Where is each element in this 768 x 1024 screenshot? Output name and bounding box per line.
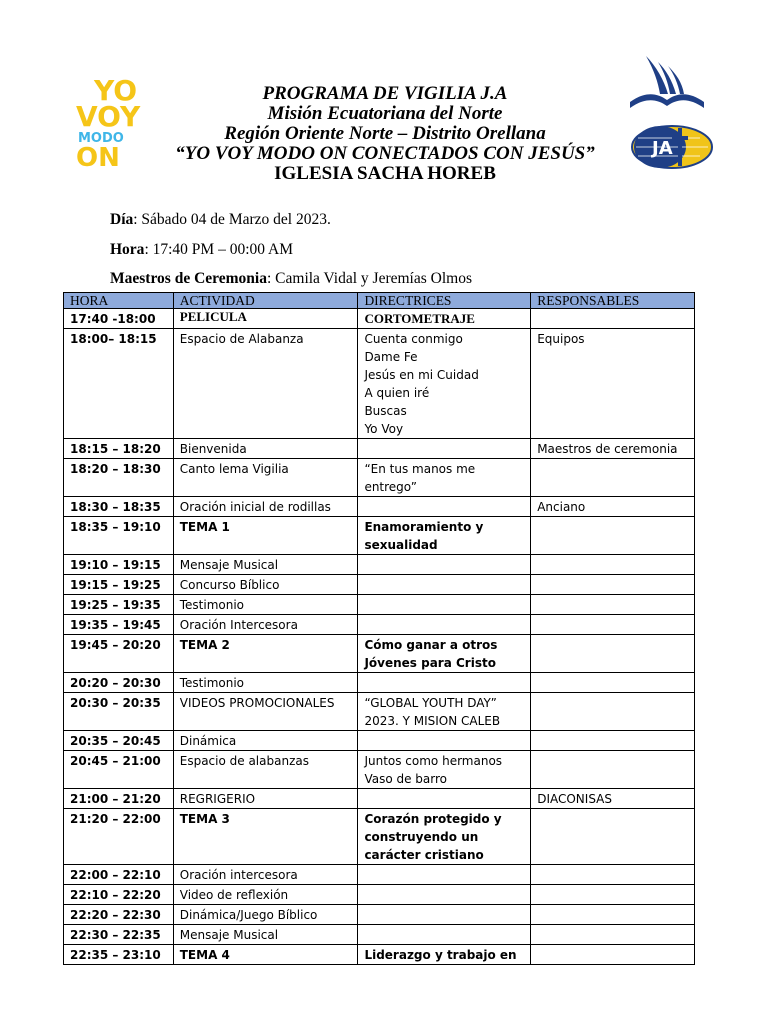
cell-actividad: Video de reflexión bbox=[173, 885, 358, 905]
cell-actividad: TEMA 3 bbox=[173, 809, 358, 865]
directriz-line: Liderazgo y trabajo en bbox=[364, 948, 517, 962]
cell-responsables bbox=[531, 517, 695, 555]
table-row bbox=[64, 595, 695, 615]
cell-responsables bbox=[531, 595, 695, 615]
hosts-label: Maestros de Ceremonia bbox=[110, 270, 267, 287]
schedule-body bbox=[64, 309, 695, 965]
table-row bbox=[64, 865, 695, 885]
table-row bbox=[64, 789, 695, 809]
cell-directrices bbox=[358, 731, 531, 751]
cell-actividad: Espacio de Alabanza bbox=[173, 329, 358, 439]
cell-responsables bbox=[531, 575, 695, 595]
logo-text-yo: YO bbox=[94, 74, 138, 107]
cell-actividad: Dinámica/Juego Bíblico bbox=[173, 905, 358, 925]
directriz-line: CORTOMETRAJE bbox=[364, 311, 475, 326]
cell-directrices bbox=[358, 309, 531, 329]
event-details bbox=[110, 210, 472, 299]
cell-actividad: Mensaje Musical bbox=[173, 925, 358, 945]
logo-text-on: ON bbox=[76, 143, 120, 173]
cell-directrices bbox=[358, 925, 531, 945]
cell-actividad: Testimonio bbox=[173, 673, 358, 693]
directriz-line: Juntos como hermanos bbox=[364, 754, 503, 768]
header-actividad: ACTIVIDAD bbox=[173, 293, 358, 309]
time-label: Hora bbox=[110, 240, 145, 258]
header-directrices: DIRECTRICES bbox=[358, 293, 531, 309]
directriz-line: 2023. Y MISION CALEB bbox=[364, 714, 501, 728]
cell-responsables bbox=[531, 673, 695, 693]
cell-directrices bbox=[358, 751, 531, 789]
table-row bbox=[64, 439, 695, 459]
directriz-line: Vaso de barro bbox=[364, 772, 447, 786]
directriz-line: sexualidad bbox=[364, 538, 438, 552]
cell-directrices bbox=[358, 789, 531, 809]
cell-responsables bbox=[531, 731, 695, 751]
cell-actividad: VIDEOS PROMOCIONALES bbox=[173, 693, 358, 731]
church-name: IGLESIA SACHA HOREB bbox=[274, 163, 496, 184]
cell-responsables: DIACONISAS bbox=[531, 789, 695, 809]
cell-directrices bbox=[358, 693, 531, 731]
cell-responsables: Anciano bbox=[531, 497, 695, 517]
directriz-line: Yo Voy bbox=[364, 422, 404, 436]
table-row bbox=[64, 309, 695, 329]
directriz-line: “En tus manos me bbox=[364, 462, 476, 476]
table-row bbox=[64, 459, 695, 497]
cell-hora: 20:30 – 20:35 bbox=[64, 693, 174, 731]
cell-actividad: Mensaje Musical bbox=[173, 555, 358, 575]
cell-hora: 22:10 – 22:20 bbox=[64, 885, 174, 905]
cell-directrices bbox=[358, 329, 531, 439]
table-row bbox=[64, 575, 695, 595]
cell-directrices bbox=[358, 555, 531, 575]
cell-responsables: Maestros de ceremonia bbox=[531, 439, 695, 459]
cell-actividad: TEMA 1 bbox=[173, 517, 358, 555]
cell-actividad: Oración Intercesora bbox=[173, 615, 358, 635]
directriz-line: A quien iré bbox=[364, 386, 430, 400]
table-row bbox=[64, 905, 695, 925]
ja-logo-text: JA bbox=[652, 138, 673, 159]
cell-directrices bbox=[358, 865, 531, 885]
directriz-line: carácter cristiano bbox=[364, 848, 484, 862]
cell-responsables bbox=[531, 615, 695, 635]
cell-actividad: TEMA 4 bbox=[173, 945, 358, 965]
table-row bbox=[64, 925, 695, 945]
table-row bbox=[64, 731, 695, 751]
cell-hora: 18:20 – 18:30 bbox=[64, 459, 174, 497]
directriz-line: Cómo ganar a otros bbox=[364, 638, 498, 652]
cell-hora: 22:35 – 23:10 bbox=[64, 945, 174, 965]
hosts-value: : Camila Vidal y Jeremías Olmos bbox=[266, 270, 472, 287]
directriz-line: entrego” bbox=[364, 480, 417, 494]
table-header-row bbox=[64, 293, 695, 309]
cell-responsables bbox=[531, 945, 695, 965]
cell-actividad: Concurso Bíblico bbox=[173, 575, 358, 595]
cell-directrices bbox=[358, 945, 531, 965]
cell-responsables bbox=[531, 693, 695, 731]
cell-directrices bbox=[358, 497, 531, 517]
cell-actividad: Bienvenida bbox=[173, 439, 358, 459]
directriz-line: Jóvenes para Cristo bbox=[364, 656, 496, 670]
cell-directrices bbox=[358, 885, 531, 905]
table-row bbox=[64, 809, 695, 865]
date-value: : Sábado 04 de Marzo del 2023. bbox=[133, 211, 331, 228]
cell-hora: 19:45 – 20:20 bbox=[64, 635, 174, 673]
cell-hora: 21:20 – 22:00 bbox=[64, 809, 174, 865]
date-row bbox=[110, 210, 472, 240]
cell-hora: 20:45 – 21:00 bbox=[64, 751, 174, 789]
region-district: Región Oriente Norte – Distrito Orellana bbox=[224, 123, 546, 144]
directriz-line: Dame Fe bbox=[364, 350, 418, 364]
cell-hora: 20:20 – 20:30 bbox=[64, 673, 174, 693]
directriz-line: “GLOBAL YOUTH DAY” bbox=[364, 696, 497, 710]
cell-directrices bbox=[358, 459, 531, 497]
ja-youth-logo bbox=[630, 124, 714, 170]
cell-directrices bbox=[358, 635, 531, 673]
cell-responsables bbox=[531, 555, 695, 575]
cell-hora: 17:40 -18:00 bbox=[64, 309, 174, 329]
table-row bbox=[64, 497, 695, 517]
directriz-line: Jesús en mi Cuidad bbox=[364, 368, 479, 382]
cell-responsables bbox=[531, 309, 695, 329]
cell-actividad: Testimonio bbox=[173, 595, 358, 615]
cell-actividad: Canto lema Vigilia bbox=[173, 459, 358, 497]
cell-actividad: PELICULA bbox=[173, 309, 358, 329]
cell-hora: 18:30 – 18:35 bbox=[64, 497, 174, 517]
cell-responsables bbox=[531, 459, 695, 497]
cell-hora: 19:10 – 19:15 bbox=[64, 555, 174, 575]
adventist-church-logo bbox=[624, 52, 710, 112]
cell-hora: 18:15 – 18:20 bbox=[64, 439, 174, 459]
table-row bbox=[64, 693, 695, 731]
table-row bbox=[64, 329, 695, 439]
cell-responsables bbox=[531, 865, 695, 885]
cell-hora: 19:25 – 19:35 bbox=[64, 595, 174, 615]
cell-actividad: TEMA 2 bbox=[173, 635, 358, 673]
cell-directrices bbox=[358, 517, 531, 555]
directriz-line: construyendo un bbox=[364, 830, 479, 844]
cell-hora: 22:30 – 22:35 bbox=[64, 925, 174, 945]
cell-hora: 19:15 – 19:25 bbox=[64, 575, 174, 595]
document-header bbox=[150, 84, 620, 184]
cell-responsables bbox=[531, 925, 695, 945]
directriz-line: Corazón protegido y bbox=[364, 812, 502, 826]
cell-responsables bbox=[531, 809, 695, 865]
cell-hora: 22:20 – 22:30 bbox=[64, 905, 174, 925]
cell-directrices bbox=[358, 439, 531, 459]
table-row bbox=[64, 945, 695, 965]
cell-hora: 18:35 – 19:10 bbox=[64, 517, 174, 555]
cell-responsables bbox=[531, 885, 695, 905]
time-row bbox=[110, 240, 472, 270]
header-hora: HORA bbox=[64, 293, 174, 309]
cell-hora: 22:00 – 22:10 bbox=[64, 865, 174, 885]
cell-actividad: Dinámica bbox=[173, 731, 358, 751]
cell-responsables bbox=[531, 635, 695, 673]
cell-directrices bbox=[358, 905, 531, 925]
cell-directrices bbox=[358, 809, 531, 865]
cell-directrices bbox=[358, 575, 531, 595]
cell-actividad: Espacio de alabanzas bbox=[173, 751, 358, 789]
logo-text-modo: MODO bbox=[78, 131, 124, 146]
cell-actividad: REGRIGERIO bbox=[173, 789, 358, 809]
table-row bbox=[64, 751, 695, 789]
table-row bbox=[64, 517, 695, 555]
header-responsables: RESPONSABLES bbox=[531, 293, 695, 309]
cell-directrices bbox=[358, 595, 531, 615]
time-value: : 17:40 PM – 00:00 AM bbox=[144, 240, 294, 258]
table-row bbox=[64, 555, 695, 575]
table-row bbox=[64, 673, 695, 693]
date-label: Día bbox=[110, 211, 134, 228]
program-title: PROGRAMA DE VIGILIA J.A bbox=[262, 83, 508, 104]
directriz-line: Enamoramiento y bbox=[364, 520, 484, 534]
cell-hora: 18:00– 18:15 bbox=[64, 329, 174, 439]
table-row bbox=[64, 615, 695, 635]
theme-slogan: “YO VOY MODO ON CONECTADOS CON JESÚS” bbox=[175, 143, 595, 164]
cell-directrices bbox=[358, 615, 531, 635]
directriz-line: Cuenta conmigo bbox=[364, 332, 463, 346]
logo-text-voy: VOY bbox=[76, 100, 141, 133]
cell-responsables: Equipos bbox=[531, 329, 695, 439]
cell-actividad: Oración inicial de rodillas bbox=[173, 497, 358, 517]
cell-hora: 19:35 – 19:45 bbox=[64, 615, 174, 635]
mission-name: Misión Ecuatoriana del Norte bbox=[267, 103, 503, 124]
schedule-table bbox=[63, 292, 695, 965]
directriz-line: Buscas bbox=[364, 404, 407, 418]
cell-responsables bbox=[531, 905, 695, 925]
cell-directrices bbox=[358, 673, 531, 693]
cell-hora: 21:00 – 21:20 bbox=[64, 789, 174, 809]
table-row bbox=[64, 635, 695, 673]
cell-hora: 20:35 – 20:45 bbox=[64, 731, 174, 751]
cell-actividad: Oración intercesora bbox=[173, 865, 358, 885]
cell-responsables bbox=[531, 751, 695, 789]
table-row bbox=[64, 885, 695, 905]
